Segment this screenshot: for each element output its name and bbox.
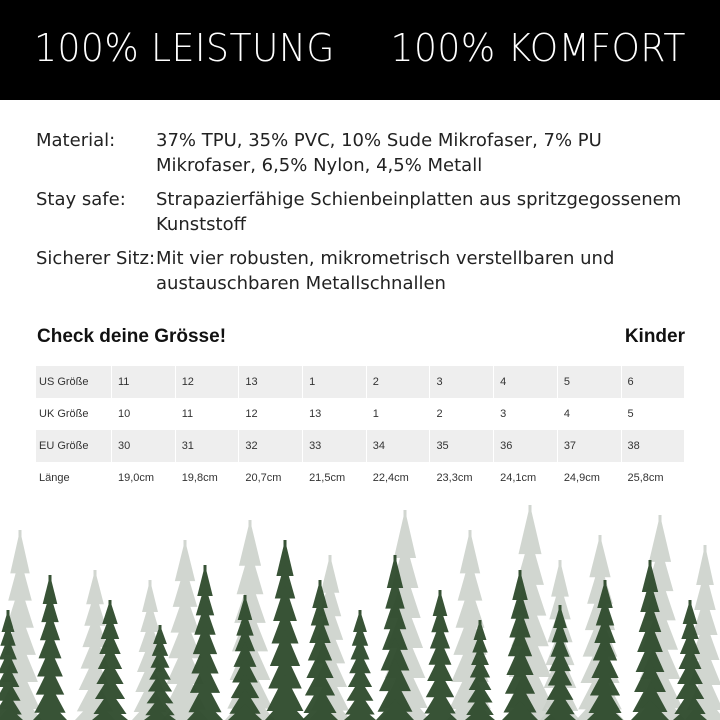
table-cell: 38: [621, 430, 684, 462]
banner-performance-text: 100% LEISTUNG: [34, 26, 335, 70]
size-chart-title: Check deine Grösse!: [37, 326, 227, 347]
spec-label: Stay safe:: [36, 189, 126, 210]
table-cell: 19,8cm: [175, 462, 239, 494]
spec-row-material: [36, 128, 696, 178]
table-cell: 13: [303, 398, 367, 430]
size-chart-category: Kinder: [624, 326, 685, 347]
spec-label: Material:: [36, 130, 116, 151]
table-row-eu: [36, 430, 684, 462]
table-cell: 32: [239, 430, 303, 462]
spec-text: Mit vier robusten, mikrometrisch verstellbaren und austauschbaren Metallschnallen: [156, 248, 615, 294]
row-label: Länge: [39, 472, 70, 484]
table-cell: 1: [366, 398, 430, 430]
table-row-us: [36, 366, 684, 398]
table-cell: 2: [430, 398, 494, 430]
table-cell: 35: [430, 430, 494, 462]
size-table: [36, 366, 684, 494]
table-cell: 2: [366, 366, 430, 398]
table-cell: 24,1cm: [494, 462, 558, 494]
pine-tree: [423, 590, 457, 720]
table-cell: 12: [175, 366, 239, 398]
table-row-uk: [36, 398, 684, 430]
banner-comfort-text: 100% KOMFORT: [390, 26, 686, 70]
spec-label: Sicherer Sitz:: [36, 248, 156, 269]
table-cell: 30: [112, 430, 176, 462]
table-cell: 33: [303, 430, 367, 462]
table-cell: 37: [557, 430, 621, 462]
spec-row-fit: [36, 246, 696, 296]
size-chart-header: [37, 326, 685, 348]
table-cell: 5: [621, 398, 684, 430]
row-label: UK Größe: [39, 408, 89, 420]
top-banner: [0, 0, 720, 100]
table-cell: 6: [621, 366, 684, 398]
spec-text: 37% TPU, 35% PVC, 10% Sude Mikrofaser, 7% PU Mikrofaser, 6,5% Nylon, 4,5% Metall: [156, 130, 602, 176]
table-cell: 31: [175, 430, 239, 462]
table-cell: 3: [430, 366, 494, 398]
table-cell: 1: [303, 366, 367, 398]
row-label: EU Größe: [36, 430, 112, 462]
row-label: US Größe: [36, 366, 112, 398]
table-cell: 11: [175, 398, 239, 430]
table-cell: 34: [366, 430, 430, 462]
table-cell: 20,7cm: [239, 462, 303, 494]
table-cell: 3: [494, 398, 558, 430]
table-cell: 21,5cm: [303, 462, 367, 494]
table-cell: 36: [494, 430, 558, 462]
table-cell: 4: [494, 366, 558, 398]
table-cell: 11: [112, 366, 176, 398]
table-cell: 19,0cm: [112, 462, 176, 494]
spec-text: Strapazierfähige Schienbeinplatten aus spritzgegossenem Kunststoff: [156, 189, 682, 235]
forest-illustration: [0, 500, 720, 720]
spec-row-stay-safe: [36, 187, 696, 237]
pine-tree: [33, 575, 67, 720]
table-cell: 5: [557, 366, 621, 398]
table-cell: 22,4cm: [366, 462, 430, 494]
table-cell: 13: [239, 366, 303, 398]
table-cell: 12: [239, 398, 303, 430]
table-cell: 25,8cm: [621, 462, 684, 494]
table-cell: 4: [557, 398, 621, 430]
pine-tree: [344, 610, 376, 720]
table-cell: 10: [112, 398, 176, 430]
table-cell: 24,9cm: [557, 462, 621, 494]
table-row-length: [36, 462, 684, 494]
pine-tree: [265, 540, 305, 720]
table-cell: 23,3cm: [430, 462, 494, 494]
product-specs: [36, 128, 696, 305]
pine-tree: [447, 530, 493, 720]
